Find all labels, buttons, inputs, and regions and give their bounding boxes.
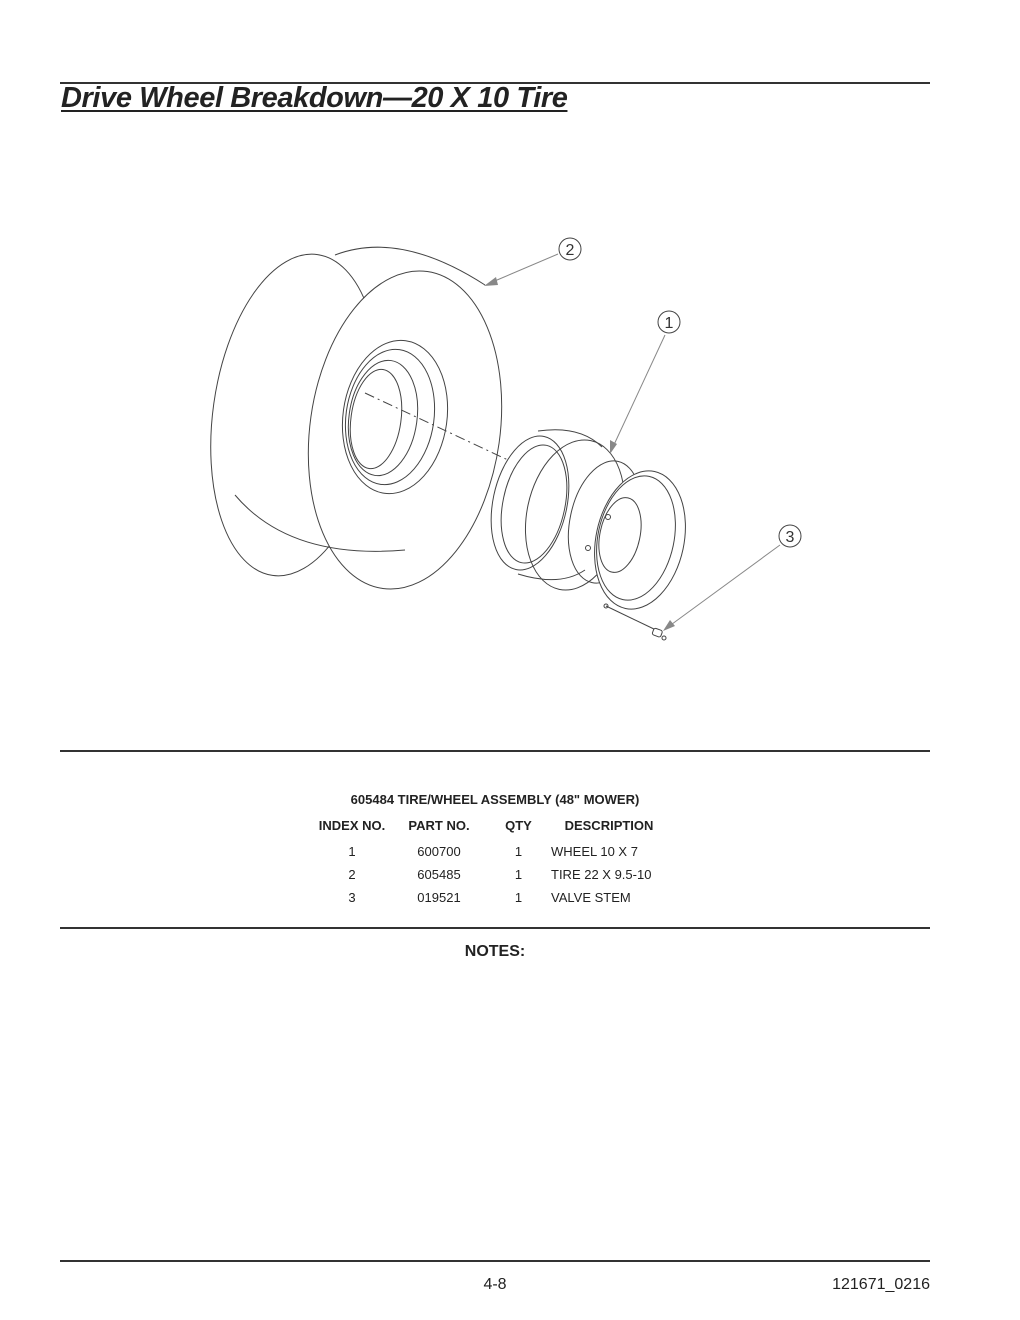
column-header-qty: QTY xyxy=(505,818,532,833)
arrowhead-2 xyxy=(484,277,498,286)
page-title: Drive Wheel Breakdown—20 X 10 Tire xyxy=(61,82,568,114)
cell-part-no: 019521 xyxy=(417,890,461,905)
leader-line-2 xyxy=(490,254,558,283)
cell-qty: 1 xyxy=(514,844,523,859)
cell-part-no: 600700 xyxy=(417,844,461,859)
parts-table-header-row xyxy=(312,818,667,841)
table-row xyxy=(312,864,667,887)
page-number: 4-8 xyxy=(483,1276,507,1293)
parts-top-rule xyxy=(60,750,930,752)
callout-number-1: 1 xyxy=(664,315,674,332)
parts-list-heading: 605484 TIRE/WHEEL ASSEMBLY (48" MOWER) xyxy=(350,792,640,807)
cell-index: 1 xyxy=(348,844,356,859)
cell-index: 3 xyxy=(348,890,356,905)
column-header-part-no: PART NO. xyxy=(408,818,470,833)
column-header-description: DESCRIPTION xyxy=(564,818,654,833)
notes-label: NOTES: xyxy=(464,943,526,960)
parts-bottom-rule xyxy=(60,927,930,929)
cell-description: WHEEL 10 X 7 xyxy=(551,844,638,859)
column-header-index: INDEX NO. xyxy=(318,818,386,833)
wheel-drawing xyxy=(480,429,698,618)
valve-stem-drawing xyxy=(606,606,666,640)
document-code: 121671_0216 xyxy=(832,1276,930,1293)
cell-qty: 1 xyxy=(514,867,523,882)
cell-part-no: 605485 xyxy=(417,867,461,882)
cell-qty: 1 xyxy=(514,890,523,905)
callout-number-2: 2 xyxy=(565,242,575,259)
cell-description: TIRE 22 X 9.5-10 xyxy=(551,867,652,882)
parts-table xyxy=(312,818,667,910)
table-row xyxy=(312,841,667,864)
tire-drawing xyxy=(200,243,521,601)
exploded-diagram xyxy=(200,225,820,655)
leader-line-3 xyxy=(668,545,780,627)
cell-index: 2 xyxy=(348,867,356,882)
leader-line-1 xyxy=(612,335,665,449)
footer-rule xyxy=(60,1260,930,1262)
arrowhead-3 xyxy=(663,620,675,631)
cell-description: VALVE STEM xyxy=(551,890,631,905)
tire-wheel-exploded-diagram-icon xyxy=(200,225,820,655)
callout-number-3: 3 xyxy=(785,529,795,546)
arrowhead-1 xyxy=(610,440,617,454)
table-row xyxy=(312,887,667,910)
